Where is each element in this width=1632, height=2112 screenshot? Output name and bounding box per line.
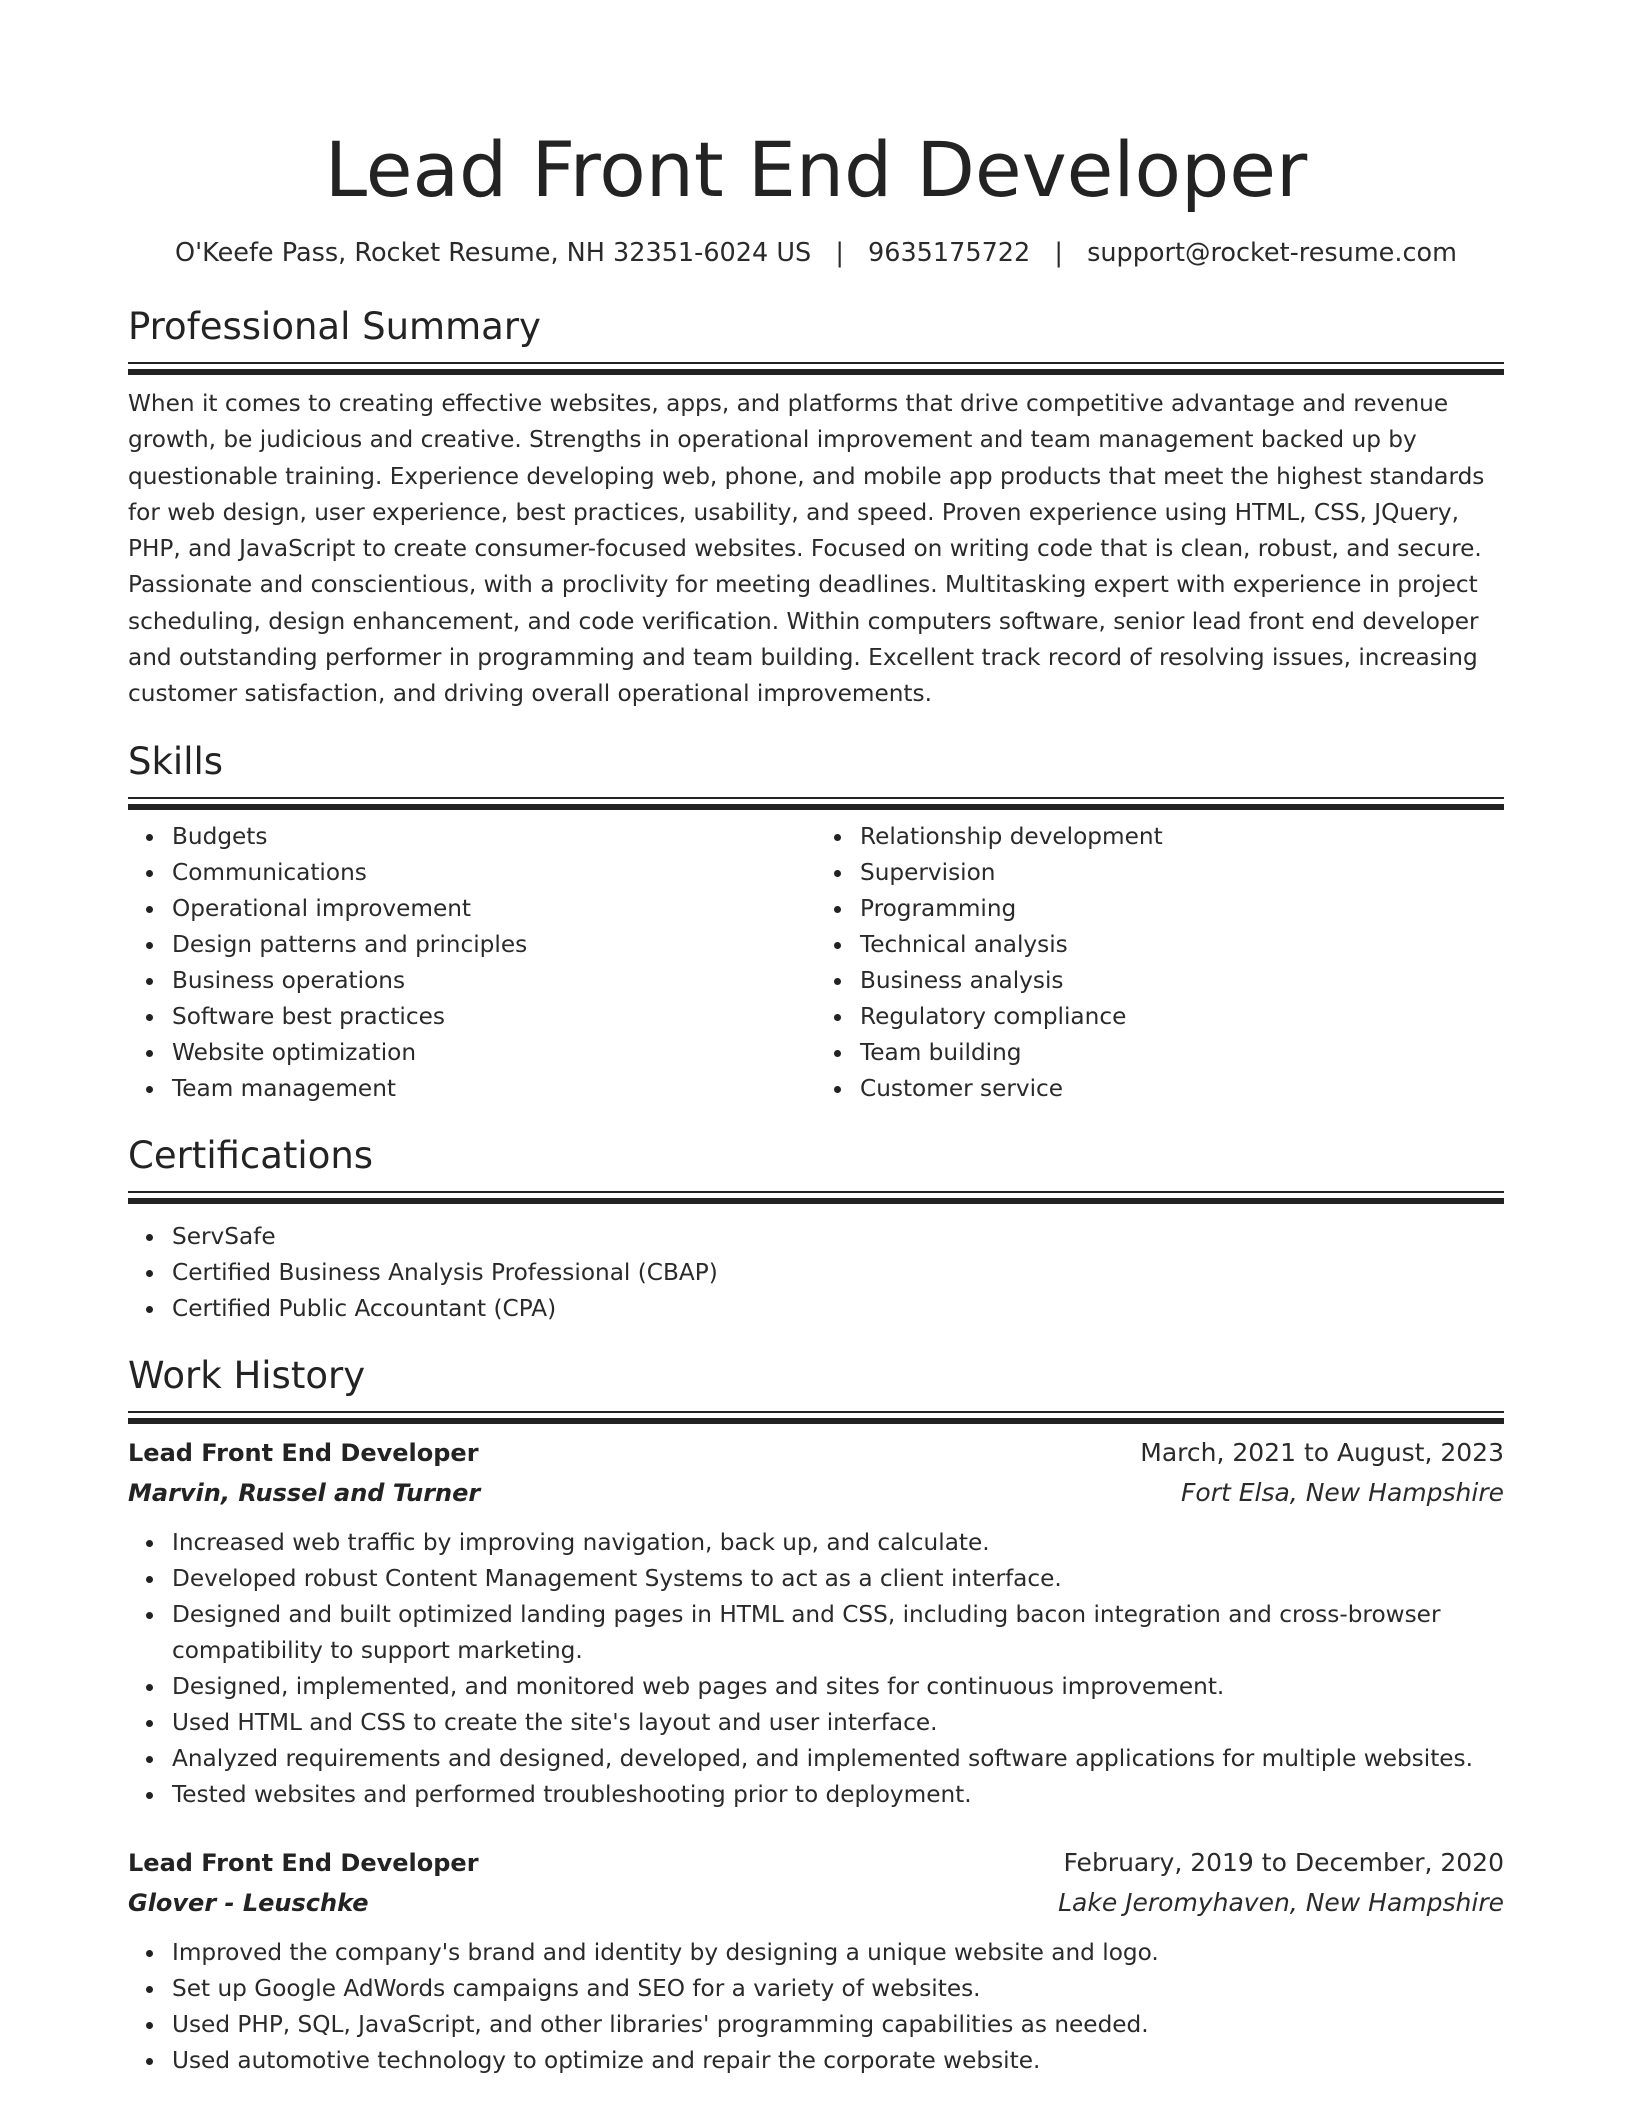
contact-phone[interactable]: 9635175722 xyxy=(868,238,1031,268)
list-item: ServSafe xyxy=(172,1219,1504,1255)
job-header xyxy=(128,1433,1504,1473)
job-header xyxy=(128,1843,1504,1883)
skills-list-left xyxy=(128,819,816,1107)
contact-separator: | xyxy=(835,238,844,268)
summary-text: When it comes to creating effective websites, apps, and platforms that drive competitive advantage and revenue growth, be judicious and creative. Strengths in operational improvement and team management backed up by questionable training. Experience developing web, phone, and mobile app products that meet the highest standards for web design, user experience, best practices, usability, and speed. Proven experience using HTML, CSS, JQuery, PHP, and JavaScript to create consumer-focused websites. Focused on writing code that is clean, robust, and secure. Passionate and conscientious, with a proclivity for meeting deadlines. Multitasking expert with experience in project scheduling, design enhancement, and code verification. Within computers software, senior lead front end developer and outstanding performer in programming and team building. Excellent track record of resolving issues, increasing customer satisfaction, and driving overall operational improvements. xyxy=(128,390,1485,708)
list-item: Set up Google AdWords campaigns and SEO for a variety of websites. xyxy=(172,1971,1504,2007)
job-entry xyxy=(128,1843,1504,2079)
job-entry xyxy=(128,1433,1504,1813)
section-divider xyxy=(128,1191,1504,1205)
resume-page xyxy=(128,0,1504,2079)
list-item: Customer service xyxy=(860,1071,1504,1107)
list-item: Used HTML and CSS to create the site's layout and user interface. xyxy=(172,1705,1504,1741)
list-item: Programming xyxy=(860,891,1504,927)
summary-section xyxy=(128,304,1504,713)
list-item: Designed, implemented, and monitored web pages and sites for continuous improvement. xyxy=(172,1669,1504,1705)
contact-address: O'Keefe Pass, Rocket Resume, NH 32351-6024 US xyxy=(175,238,812,268)
section-title-work: Work History xyxy=(128,1353,366,1397)
list-item: Regulatory compliance xyxy=(860,999,1504,1035)
section-divider xyxy=(128,1411,1504,1425)
work-section xyxy=(128,1353,1504,2079)
job-title: Lead Front End Developer xyxy=(128,1848,479,1877)
list-item: Team management xyxy=(172,1071,816,1107)
section-title-certifications: Certifications xyxy=(128,1133,374,1177)
job-bullets xyxy=(128,1525,1504,1813)
skills-list-right xyxy=(816,819,1504,1107)
list-item: Designed and built optimized landing pages in HTML and CSS, including bacon integration and cross-browser compatibility to support marketing. xyxy=(172,1597,1504,1669)
list-item: Certified Public Accountant (CPA) xyxy=(172,1291,1504,1327)
list-item: Communications xyxy=(172,855,816,891)
list-item: Used PHP, SQL, JavaScript, and other libraries' programming capabilities as needed. xyxy=(172,2007,1504,2043)
list-item: Used automotive technology to optimize and repair the corporate website. xyxy=(172,2043,1504,2079)
list-item: Business analysis xyxy=(860,963,1504,999)
job-subheader xyxy=(128,1883,1504,1923)
job-dates: February, 2019 to December, 2020 xyxy=(1063,1847,1504,1877)
list-item: Technical analysis xyxy=(860,927,1504,963)
section-title-skills: Skills xyxy=(128,739,224,783)
list-item: Business operations xyxy=(172,963,816,999)
job-location: Fort Elsa, New Hampshire xyxy=(1181,1477,1504,1507)
list-item: Tested websites and performed troubleshooting prior to deployment. xyxy=(172,1777,1504,1813)
job-company: Marvin, Russel and Turner xyxy=(128,1478,481,1507)
list-item: Developed robust Content Management Systems to act as a client interface. xyxy=(172,1561,1504,1597)
list-item: Team building xyxy=(860,1035,1504,1071)
list-item: Design patterns and principles xyxy=(172,927,816,963)
list-item: Certified Business Analysis Professional (CBAP) xyxy=(172,1255,1504,1291)
skills-grid xyxy=(128,819,1504,1107)
list-item: Relationship development xyxy=(860,819,1504,855)
job-dates: March, 2021 to August, 2023 xyxy=(1140,1437,1504,1467)
contact-separator: | xyxy=(1054,238,1063,268)
list-item: Improved the company's brand and identity by designing a unique website and logo. xyxy=(172,1935,1504,1971)
section-divider xyxy=(128,362,1504,376)
list-item: Supervision xyxy=(860,855,1504,891)
certifications-section xyxy=(128,1133,1504,1327)
certifications-list xyxy=(128,1219,1504,1327)
job-company: Glover - Leuschke xyxy=(128,1888,369,1917)
skills-section xyxy=(128,739,1504,1107)
list-item: Increased web traffic by improving navigation, back up, and calculate. xyxy=(172,1525,1504,1561)
contact-email[interactable]: support@rocket-resume.com xyxy=(1087,238,1457,268)
job-subheader xyxy=(128,1473,1504,1513)
job-location: Lake Jeromyhaven, New Hampshire xyxy=(1058,1887,1504,1917)
list-item: Software best practices xyxy=(172,999,816,1035)
list-item: Operational improvement xyxy=(172,891,816,927)
job-bullets xyxy=(128,1935,1504,2079)
list-item: Website optimization xyxy=(172,1035,816,1071)
contact-line xyxy=(128,236,1504,270)
section-title-summary: Professional Summary xyxy=(128,305,541,348)
list-item: Analyzed requirements and designed, developed, and implemented software applications for multiple websites. xyxy=(172,1741,1504,1777)
job-title: Lead Front End Developer xyxy=(128,1438,479,1467)
list-item: Budgets xyxy=(172,819,816,855)
section-divider xyxy=(128,797,1504,811)
candidate-name: Lead Front End Developer xyxy=(324,125,1308,214)
